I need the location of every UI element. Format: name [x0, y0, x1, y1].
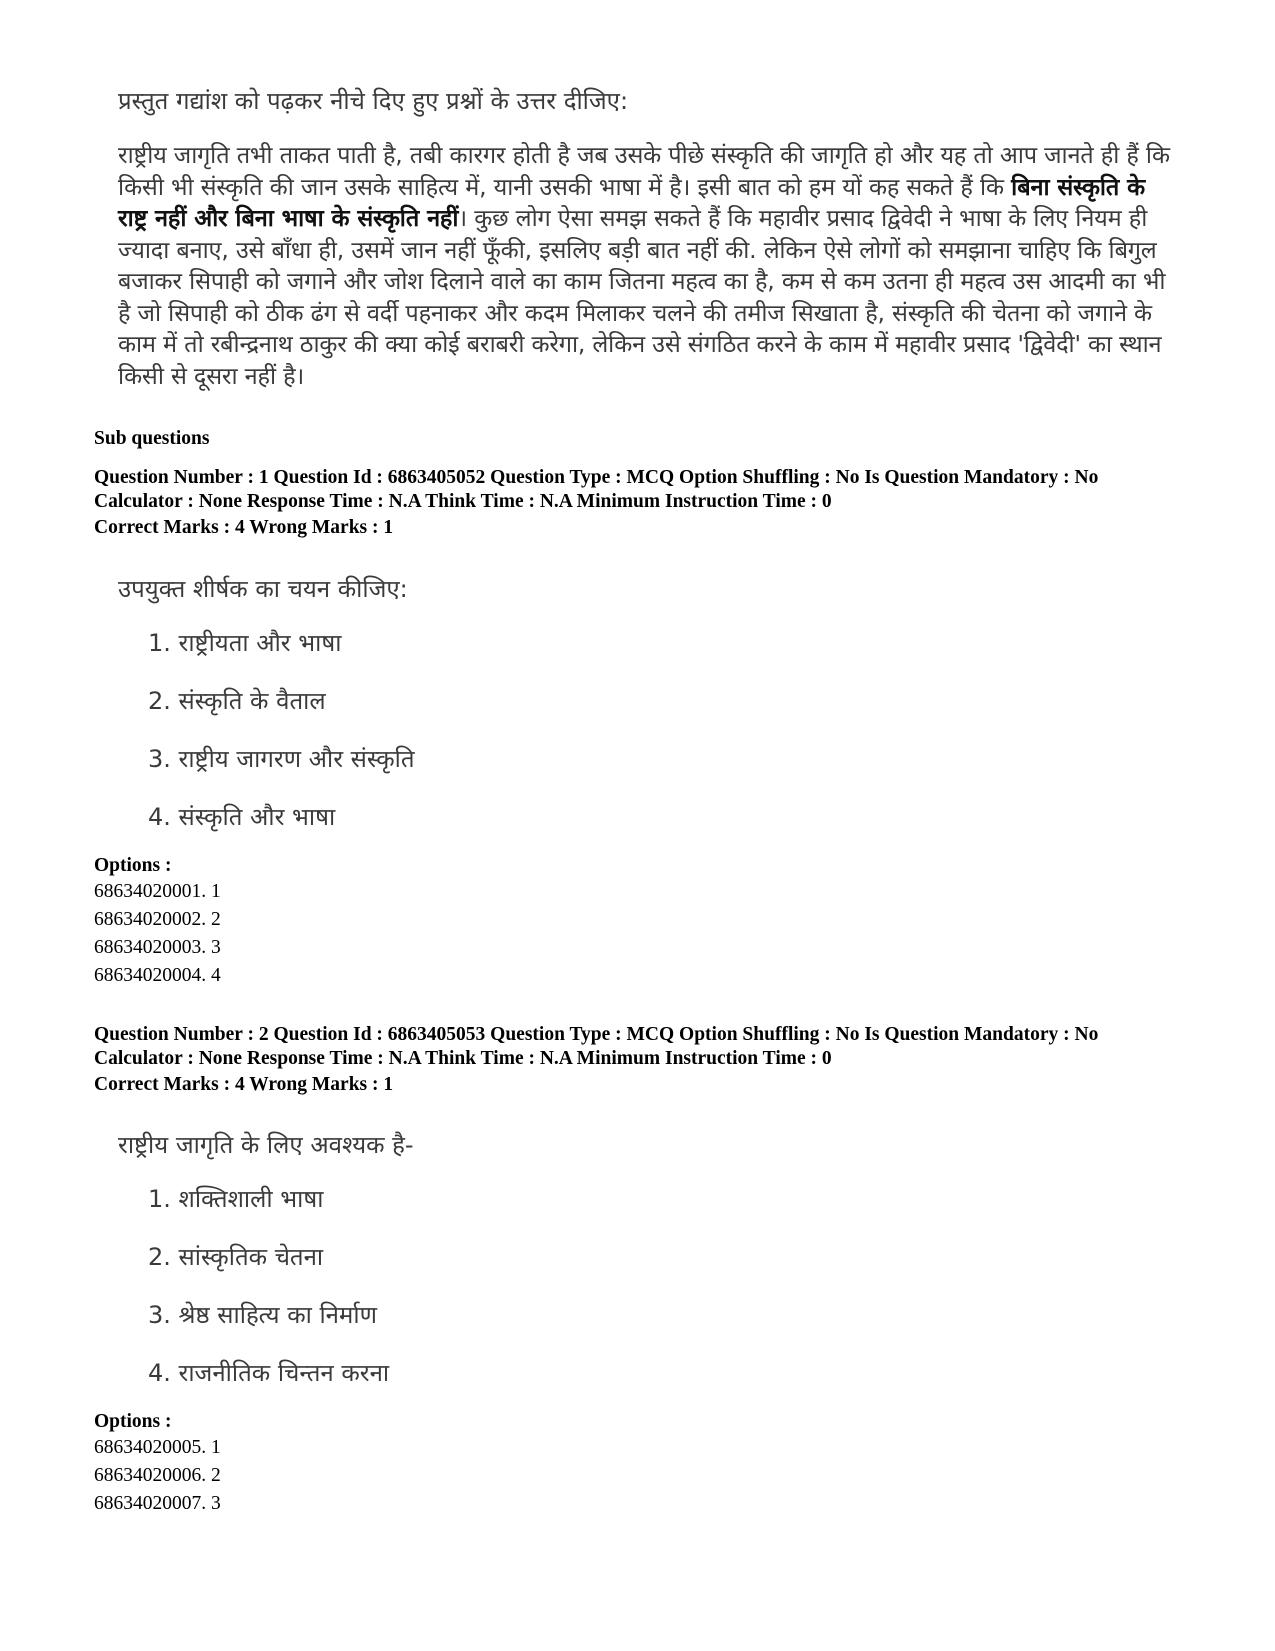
question-2-options-label: Options : — [94, 1411, 172, 1432]
question-2-meta — [94, 1023, 1204, 1071]
question-1-marks: Correct Marks : 4 Wrong Marks : 1 — [94, 517, 394, 538]
option-id-row: 68634020005. 1 — [94, 1437, 221, 1458]
question-1-choice-4: 4. संस्कृति और भाषा — [148, 803, 336, 831]
question-2-meta-line-1: Question Number : 2 Question Id : 6863405053 Question Type : MCQ Option Shuffling : No Is Question Mandatory : No — [94, 1024, 1099, 1045]
option-id-row: 68634020002. 2 — [94, 909, 221, 930]
option-id-row: 68634020001. 1 — [94, 881, 221, 902]
question-1-options-label: Options : — [94, 855, 172, 876]
option-id-row: 68634020003. 3 — [94, 937, 221, 958]
question-2-meta-line-2: Calculator : None Response Time : N.A Think Time : N.A Minimum Instruction Time : 0 — [94, 1048, 832, 1069]
passage-text — [118, 140, 1178, 392]
passage-instruction: प्रस्तुत गद्यांश को पढ़कर नीचे दिए हुए प्रश्नों के उत्तर दीजिए: — [118, 87, 629, 115]
question-1-meta-line-2: Calculator : None Response Time : N.A Think Time : N.A Minimum Instruction Time : 0 — [94, 491, 832, 512]
question-2-text: राष्ट्रीय जागृति के लिए अवश्यक है- — [118, 1131, 414, 1159]
passage-text-part-2: । कुछ लोग ऐसा समझ सकते हैं कि महावीर प्रसाद द्विवेदी ने भाषा के लिए नियम ही ज्यादा बनाए, उसे बाँधा ही, उसमें जान नहीं फूँकी, इसलिए बड़ी बात नहीं की. लेकिन ऐसे लोगों को समझाना चाहिए कि बिगुल बजाकर सिपाही को जगाने और जोश दिलाने वाले का काम जितना महत्व का है, कम से कम उतना ही महत्व उस आदमी का भी है जो सिपाही को ठीक ढंग से वर्दी पहनाकर और कदम मिलाकर चलने की तमीज सिखाता है, संस्कृति की चेतना को जगाने के काम में तो रबीन्द्रनाथ ठाकुर की क्या कोई बराबरी करेगा, लेकिन उसे संगठित करने के काम में महावीर प्रसाद 'द्विवेदी' का स्थान किसी से दूसरा नहीं है। — [118, 204, 1166, 390]
question-2-option-ids — [94, 1434, 221, 1518]
question-2-choice-1: 1. शक्तिशाली भाषा — [148, 1185, 324, 1213]
sub-questions-heading: Sub questions — [94, 428, 210, 449]
question-2-marks: Correct Marks : 4 Wrong Marks : 1 — [94, 1074, 394, 1095]
question-2-choice-4: 4. राजनीतिक चिन्तन करना — [148, 1359, 390, 1387]
passage-bold-phrase: बिना संस्कृति के राष्ट्र नहीं और बिना भाषा के संस्कृति नहीं — [118, 172, 1145, 232]
question-1-choice-1: 1. राष्ट्रीयता और भाषा — [148, 629, 342, 657]
passage-text-part-1: राष्ट्रीय जागृति तभी ताकत पाती है, तबी कारगर होती है जब उसके पीछे संस्कृति की जागृति हो और यह तो आप जानते ही हैं कि किसी भी संस्कृति की जान उसके साहित्य में, यानी उसकी भाषा में है। इसी बात को हम यों कह सकते हैं कि — [118, 141, 1170, 201]
question-1-option-ids — [94, 878, 221, 990]
question-2-choice-3: 3. श्रेष्ठ साहित्य का निर्माण — [148, 1301, 377, 1329]
option-id-row: 68634020004. 4 — [94, 965, 221, 986]
question-1-text: उपयुक्त शीर्षक का चयन कीजिए: — [118, 575, 408, 603]
option-id-row: 68634020007. 3 — [94, 1493, 221, 1514]
question-1-meta-line-1: Question Number : 1 Question Id : 6863405052 Question Type : MCQ Option Shuffling : No Is Question Mandatory : No — [94, 467, 1099, 488]
question-1-choice-2: 2. संस्कृति के वैताल — [148, 687, 326, 715]
question-1-choices — [148, 626, 415, 858]
question-1-meta — [94, 466, 1204, 514]
question-2-choice-2: 2. सांस्कृतिक चेतना — [148, 1243, 324, 1271]
question-2-choices — [148, 1182, 389, 1414]
option-id-row: 68634020006. 2 — [94, 1465, 221, 1486]
question-1-choice-3: 3. राष्ट्रीय जागरण और संस्कृति — [148, 745, 415, 773]
